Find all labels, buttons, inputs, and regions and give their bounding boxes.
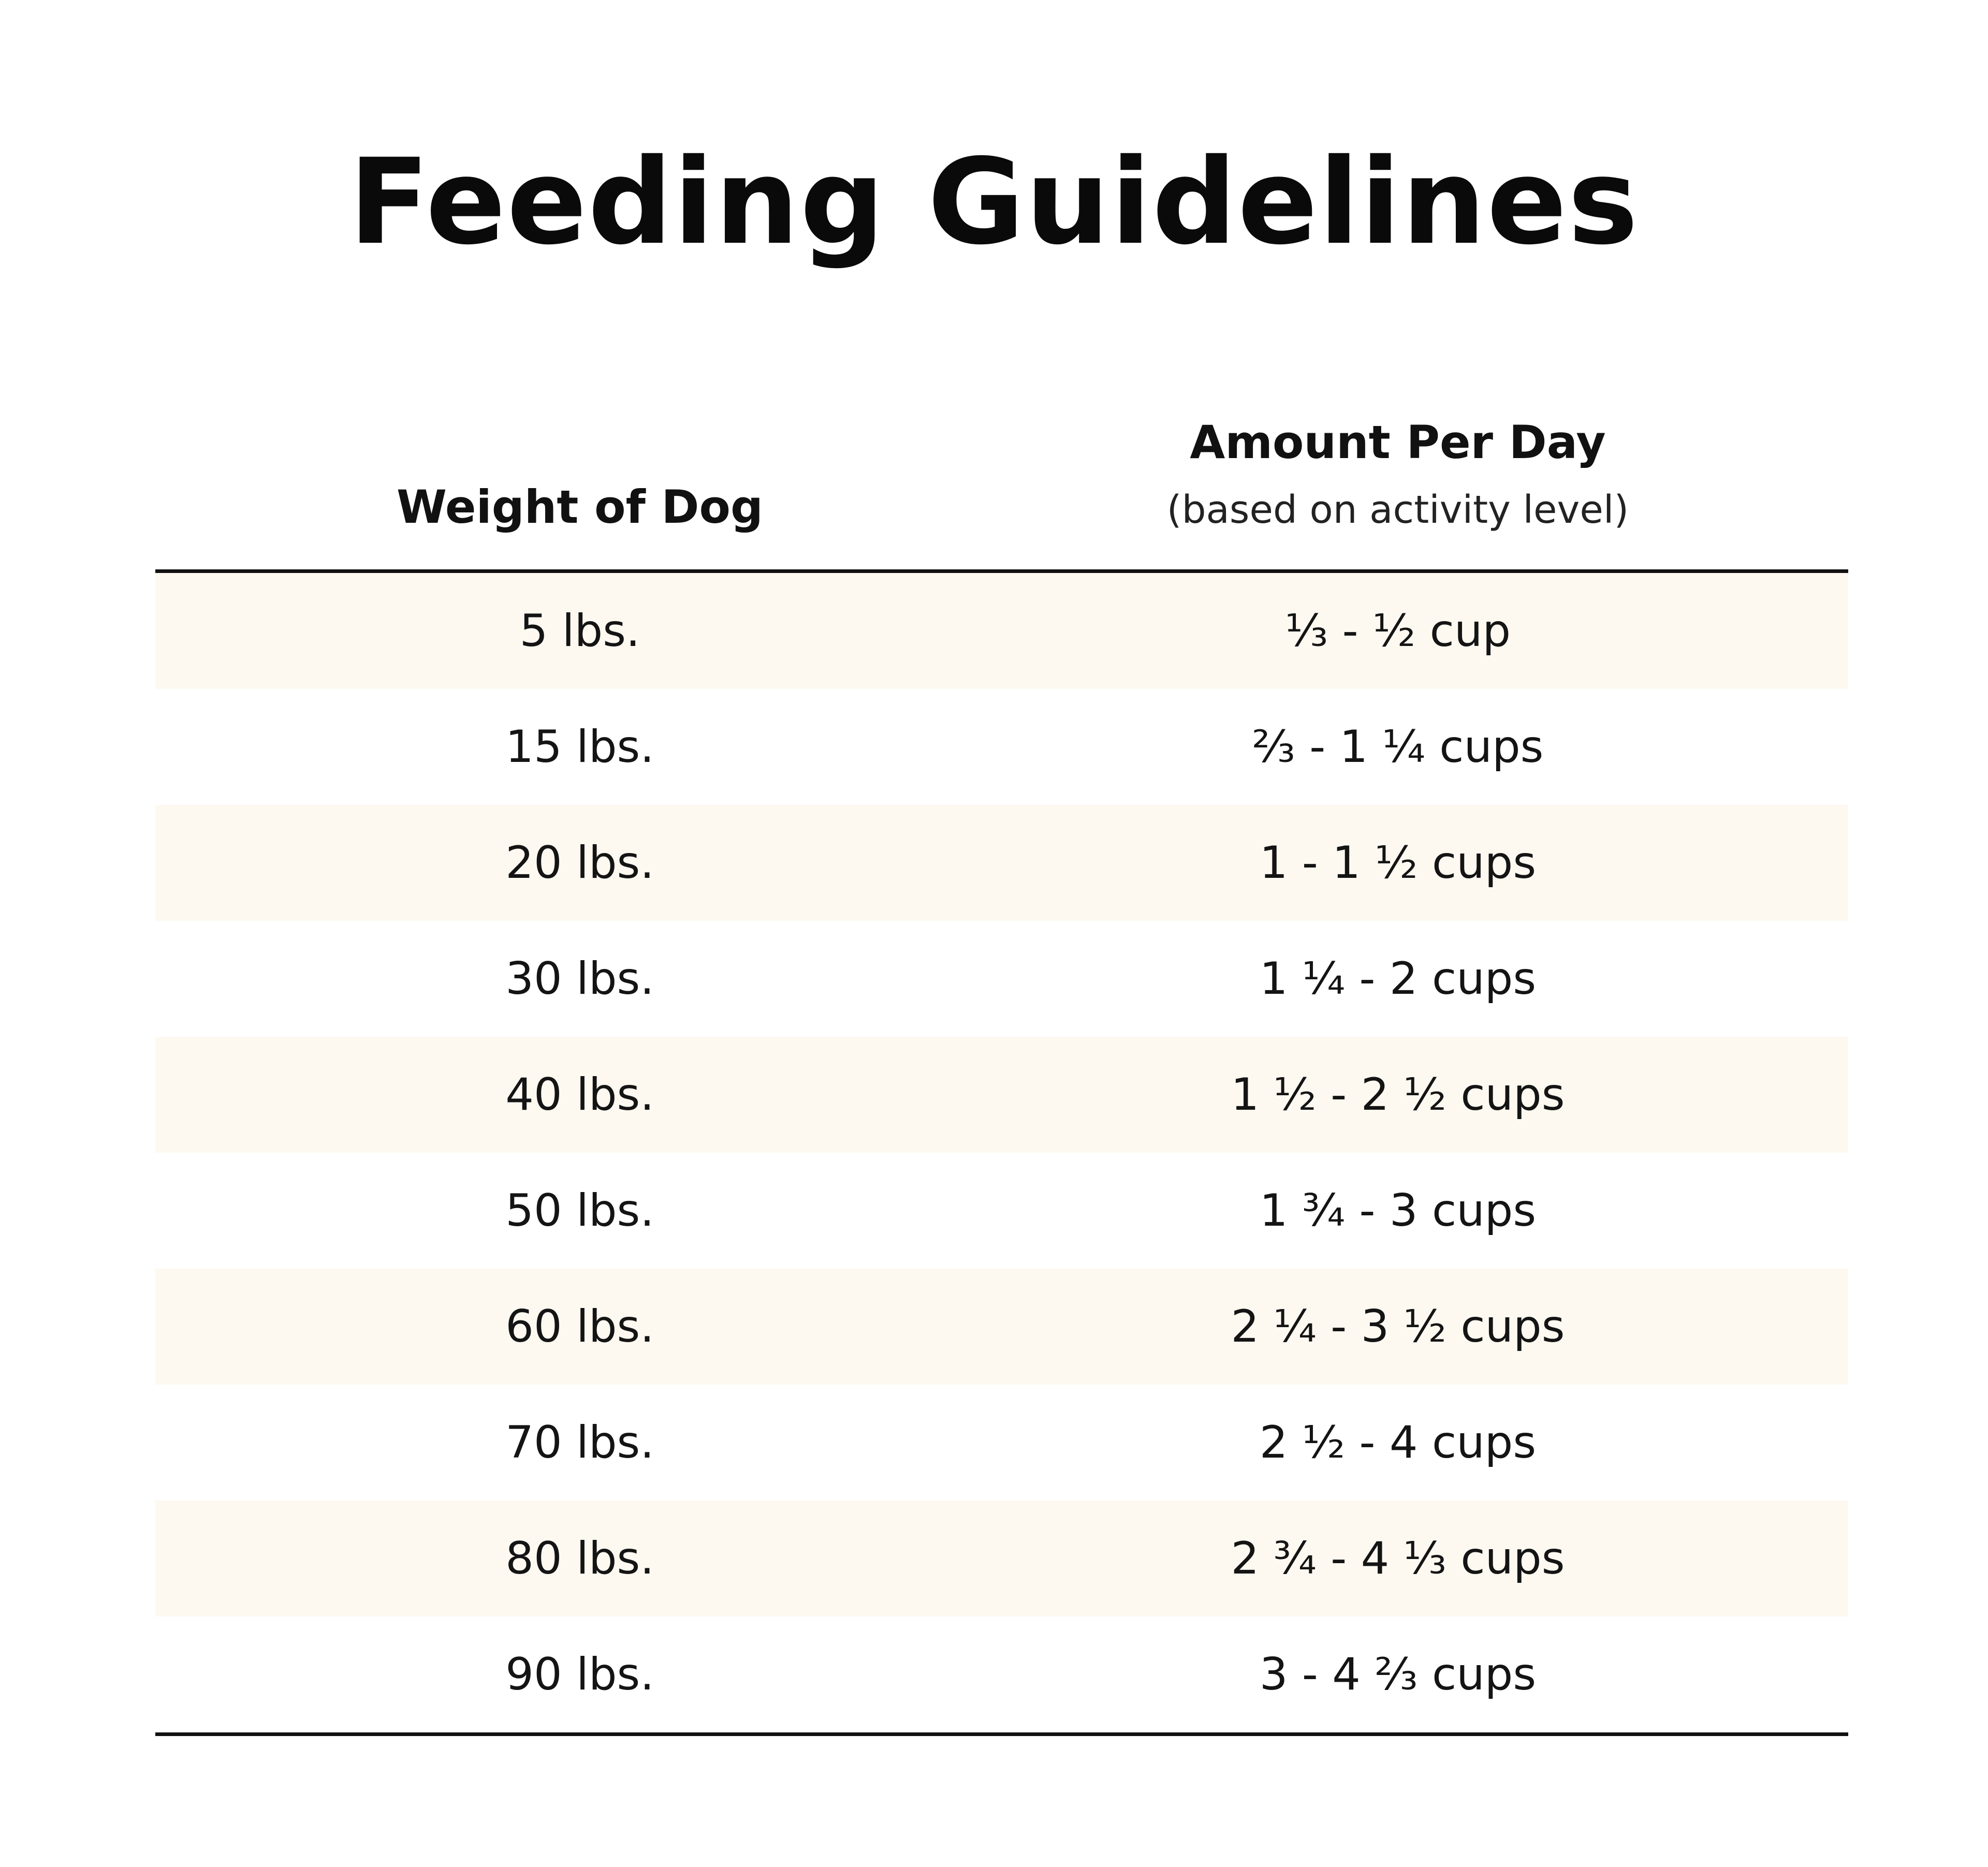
weight-cell: 15 lbs. [505,721,654,773]
amount-cell: 1 - 1 ½ cups [1259,837,1537,889]
column-header-amount [1004,409,1791,543]
amount-cell: 1 ¼ - 2 cups [1259,953,1537,1005]
table-row [155,921,1848,1037]
table-row [155,805,1848,921]
weight-cell: 60 lbs. [505,1301,654,1353]
table-bottom-rule [155,1732,1848,1736]
table-row [155,1269,1848,1385]
weight-cell: 70 lbs. [505,1417,654,1468]
table-header [155,383,1848,573]
weight-cell: 5 lbs. [519,605,640,657]
weight-cell: 80 lbs. [505,1533,654,1584]
weight-cell: 90 lbs. [505,1649,654,1700]
amount-cell: 1 ¾ - 3 cups [1259,1185,1537,1237]
amount-cell: 3 - 4 ⅔ cups [1259,1649,1537,1700]
column-header-amount-note: (based on activity level) [1166,488,1629,532]
amount-cell: 2 ¼ - 3 ½ cups [1231,1301,1565,1353]
table-row [155,1153,1848,1269]
table-body [155,573,1848,1732]
amount-cell: ⅓ - ½ cup [1284,605,1511,657]
table-row [155,689,1848,805]
page-title: Feeding Guidelines [348,133,1640,271]
weight-cell: 20 lbs. [505,837,654,889]
column-header-amount-title: Amount Per Day [1190,416,1606,469]
amount-cell: ⅔ - 1 ¼ cups [1252,721,1544,773]
column-header-weight: Weight of Dog [397,480,763,534]
table-row [155,1037,1848,1153]
table-row [155,1385,1848,1501]
feeding-table [155,383,1848,1736]
amount-cell: 2 ½ - 4 cups [1259,1417,1537,1468]
weight-cell: 50 lbs. [505,1185,654,1237]
weight-cell: 40 lbs. [505,1069,654,1121]
table-row [155,573,1848,689]
amount-cell: 1 ½ - 2 ½ cups [1231,1069,1565,1121]
amount-cell: 2 ¾ - 4 ⅓ cups [1231,1533,1565,1584]
weight-cell: 30 lbs. [505,953,654,1005]
table-row [155,1616,1848,1732]
table-row [155,1501,1848,1616]
